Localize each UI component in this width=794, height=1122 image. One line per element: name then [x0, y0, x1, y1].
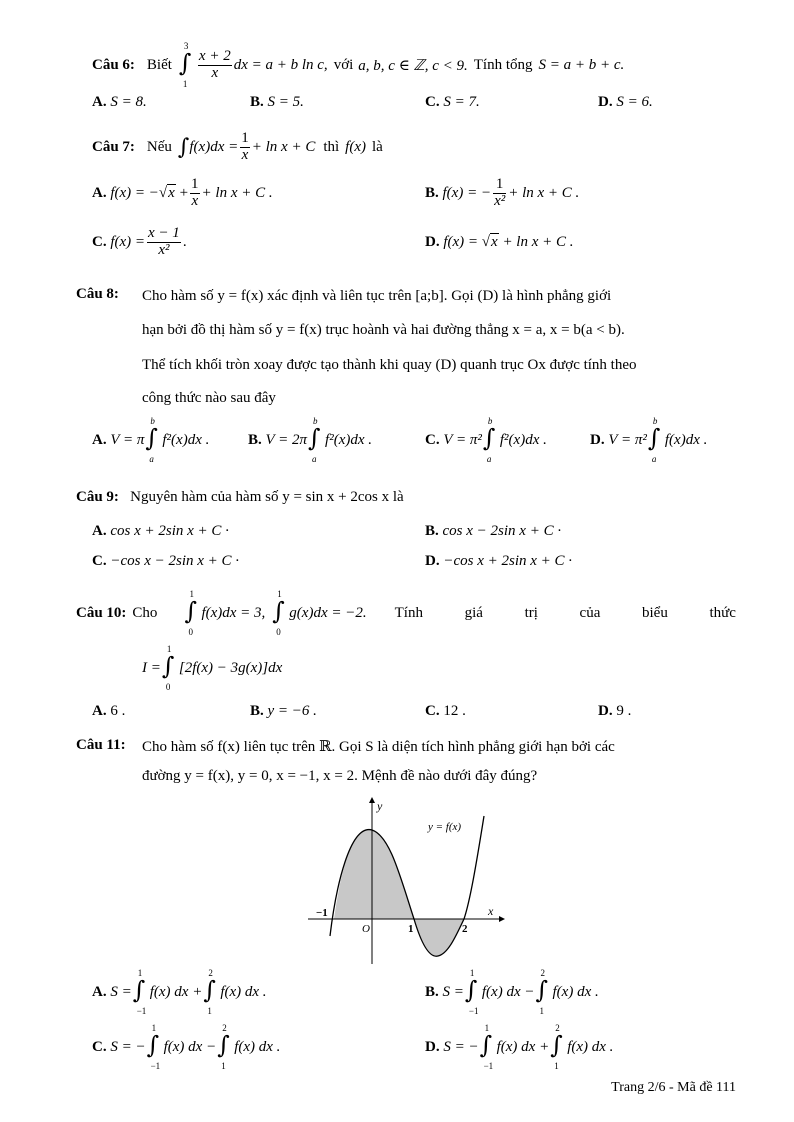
q10-word: Tính: [394, 604, 423, 621]
q11-a-f1: f(x) dx +: [149, 983, 203, 1000]
option-label: A.: [92, 184, 107, 201]
option-label: B.: [425, 983, 439, 1000]
q7-c-fraction: [147, 226, 181, 259]
option-label: D.: [425, 233, 440, 250]
option-label: A.: [92, 703, 107, 719]
int-upper: 1: [151, 1023, 157, 1033]
option-label: B.: [248, 431, 262, 448]
int-lower: 0: [165, 682, 171, 692]
int-upper: 1: [484, 1023, 490, 1033]
q6-int-upper: 3: [183, 41, 189, 51]
q6-b-text: S = 5.: [267, 94, 304, 110]
int-upper: 2: [555, 1023, 560, 1033]
q6-d-text: S = 6.: [616, 94, 653, 110]
q11-b-pre: S =: [442, 983, 464, 1000]
int-upper: 2: [222, 1023, 227, 1033]
q8-stem-line-2: hạn bởi đồ thị hàm số y = f(x) trục hoành và hai đường thẳng x = a, x = b(a < b).: [142, 322, 625, 338]
q9-stem-text: Nguyên hàm của hàm số y = sin x + 2cos x là: [130, 489, 404, 505]
option-label: D.: [425, 553, 440, 569]
q10-word: giá: [464, 604, 483, 621]
q11-option-b: [425, 970, 599, 1014]
integral-sign-icon: ∫: [177, 134, 190, 160]
int-lower: −1: [468, 1006, 479, 1016]
q10-given-1: f(x)dx = 3,: [201, 604, 266, 621]
q7-a-fraction: [190, 177, 200, 210]
q7-a-mid: +: [179, 184, 189, 201]
q10-i-pre: I =: [142, 659, 161, 676]
q8-stem-line-1: Cho hàm số y = f(x) xác định và liên tục trên [a;b]. Gọi (D) là hình phẳng giới: [142, 288, 612, 304]
q7-b-pre: f(x) = −: [442, 184, 492, 201]
int-upper: 2: [540, 968, 545, 978]
q7-a-den: x: [191, 192, 199, 209]
q9-option-a: [92, 523, 229, 540]
integral-sign-icon: ∫ 1 −1: [132, 968, 147, 1016]
q10-option-b: [250, 703, 317, 720]
option-label: A.: [92, 523, 107, 539]
q7-den: x: [241, 146, 249, 163]
q11-option-c: [92, 1025, 280, 1069]
q6-rhs: dx = a + b ln c,: [233, 56, 328, 73]
q9-option-b: [425, 523, 561, 540]
q10-stem-line-1: [76, 590, 736, 636]
q7-label: Câu 7:: [92, 138, 135, 155]
q10-word: trị: [524, 604, 538, 621]
integral-sign-icon: ∫ 1 −1: [464, 968, 479, 1016]
q6-c-text: S = 7.: [443, 94, 480, 110]
q7-stem: [92, 126, 383, 168]
q8-stem-line-4: công thức nào sau đây: [142, 390, 276, 406]
q9-option-d: [425, 553, 572, 570]
q8-d-post: f(x)dx .: [664, 431, 708, 448]
q7-option-d: [425, 222, 574, 262]
q6-a-text: S = 8.: [110, 94, 147, 110]
q10-option-d: [598, 703, 631, 720]
q9-b-text: cos x − 2sin x + C ·: [442, 523, 562, 539]
q7-c-pre: f(x) =: [110, 233, 146, 250]
int-lower: 1: [207, 1006, 212, 1016]
integral-sign-icon: ∫ 1 0: [184, 589, 197, 637]
q11-d-f2: f(x) dx .: [567, 1038, 614, 1055]
q8-b-post: f²(x)dx .: [325, 431, 373, 448]
q11-option-a: [92, 970, 267, 1014]
option-label: D.: [590, 431, 605, 448]
q8-option-c: [425, 418, 547, 462]
integral-sign-icon: ∫ b a: [145, 416, 158, 464]
q11-a-pre: S =: [110, 983, 132, 1000]
int-lower: −1: [136, 1006, 147, 1016]
q8-c-post: f²(x)dx .: [499, 431, 547, 448]
q7-c-post: .: [182, 233, 187, 250]
integral-sign-icon: ∫ 3 1: [178, 41, 192, 89]
q11-c-pre: S = −: [110, 1038, 146, 1055]
option-label: C.: [92, 1038, 107, 1055]
option-label: B.: [250, 703, 264, 719]
option-label: A.: [92, 983, 107, 1000]
q11-d-f1: f(x) dx +: [496, 1038, 550, 1055]
y-axis-label: y: [377, 799, 383, 813]
q8-a-post: f²(x)dx .: [162, 431, 210, 448]
option-label: A.: [92, 431, 107, 448]
option-label: B.: [425, 184, 439, 201]
q9-a-text: cos x + 2sin x + C ·: [110, 523, 229, 539]
q6-stem: [92, 42, 624, 88]
q10-label: Câu 10:: [76, 604, 127, 621]
q7-a-pre: f(x) = −: [110, 184, 159, 201]
q7-a-sqrt: x: [168, 185, 175, 201]
q7-d-post: + ln x + C .: [502, 233, 574, 250]
origin-label: O: [362, 923, 370, 935]
q10-b-text: y = −6 .: [267, 703, 317, 719]
int-lower: a: [486, 454, 492, 464]
q11-c-f1: f(x) dx −: [163, 1038, 217, 1055]
q7-fraction: [240, 131, 250, 164]
q9-stem: [76, 489, 404, 506]
q7-b-num: 1: [493, 177, 506, 194]
function-graph: [306, 796, 506, 968]
int-upper: b: [150, 416, 155, 426]
int-upper: 1: [189, 589, 194, 599]
q9-label: Câu 9:: [76, 489, 119, 505]
integral-sign-icon: ∫ 2 1: [203, 968, 216, 1016]
option-label: B.: [425, 523, 439, 539]
option-label: C.: [425, 703, 440, 719]
option-label: B.: [250, 94, 264, 110]
q6-option-b: [250, 94, 304, 111]
q7-option-b: [425, 173, 579, 213]
q6-text-3: Tính tổng: [473, 56, 533, 73]
q8-stem-line-3: Thể tích khối tròn xoay được tạo thành khi quay (D) quanh trục Ox được tính theo: [142, 357, 637, 373]
q6-text-2: với: [333, 56, 354, 73]
integral-sign-icon: ∫ 1 −1: [479, 1023, 494, 1071]
integral-sign-icon: ∫ b a: [647, 416, 661, 464]
q7-fx: f(x): [345, 138, 366, 155]
q10-stem-line-2: [142, 645, 282, 691]
q7-b-den: x²: [494, 192, 506, 209]
option-label: D.: [425, 1038, 440, 1055]
int-upper: 1: [277, 589, 282, 599]
q8-label-text: Câu 8:: [76, 286, 119, 302]
sqrt-icon: √: [481, 233, 491, 250]
q11-label: [76, 737, 126, 754]
q9-d-text: −cos x + 2sin x + C ·: [443, 553, 573, 569]
q11-b-f1: f(x) dx −: [481, 983, 535, 1000]
int-upper: b: [487, 416, 493, 426]
q10-word: của: [579, 604, 601, 621]
page-footer: Trang 2/6 - Mã đề 111: [611, 1080, 736, 1095]
q6-condition: a, b, c ∈ ℤ, c < 9.: [358, 57, 468, 74]
q10-option-a: [92, 703, 125, 720]
q8-option-d: [590, 418, 707, 462]
option-label: C.: [92, 233, 107, 250]
q7-option-c: [92, 222, 187, 262]
option-label: D.: [598, 94, 613, 110]
integral-sign-icon: ∫ b a: [482, 416, 496, 464]
q6-den: x: [211, 64, 219, 81]
int-lower: 1: [539, 1006, 544, 1016]
q11-stem-line-2: đường y = f(x), y = 0, x = −1, x = 2. Mệnh đề nào dưới đây đúng?: [142, 768, 538, 784]
curve-label: y = f(x): [428, 821, 462, 833]
q8-option-a: [92, 418, 209, 462]
q6-text-1: Biết: [146, 56, 172, 73]
tick-label-2: 2: [462, 923, 468, 935]
q10-c-text: 12 .: [443, 703, 466, 719]
q7-d-pre: f(x) =: [443, 233, 479, 250]
integral-sign-icon: ∫ 2 1: [550, 1023, 563, 1071]
integral-sign-icon: ∫ 2 1: [217, 1023, 230, 1071]
q6-sum: S = a + b + c.: [538, 56, 625, 73]
q9-c-text: −cos x − 2sin x + C ·: [110, 553, 240, 569]
int-lower: 0: [188, 627, 193, 637]
q11-option-d: [425, 1025, 613, 1069]
q10-d-text: 9 .: [616, 703, 632, 719]
int-lower: a: [651, 454, 657, 464]
q6-int-lower: 1: [182, 79, 188, 89]
q10-option-c: [425, 703, 466, 720]
q6-label: Câu 6:: [92, 56, 135, 73]
q6-option-a: [92, 94, 147, 111]
option-label: D.: [598, 703, 613, 719]
q7-rhs: + ln x + C: [251, 138, 316, 155]
q7-b-fraction: [493, 177, 506, 210]
option-label: C.: [92, 553, 107, 569]
integral-sign-icon: ∫ 1 0: [272, 589, 285, 637]
q8-option-b: [248, 418, 372, 462]
q11-label-text: Câu 11:: [76, 737, 126, 753]
q7-option-a: [92, 173, 273, 213]
q7-text-3: là: [372, 138, 383, 155]
q7-text-1: Nếu: [146, 138, 172, 155]
int-lower: 0: [276, 627, 281, 637]
q8-c-pre: V = π²: [443, 431, 482, 448]
q10-given-2: g(x)dx = −2.: [289, 604, 367, 621]
shaded-region-positive: [334, 830, 414, 919]
q10-text-1: Cho: [132, 604, 158, 621]
q7-a-num: 1: [191, 175, 199, 192]
q10-i-body: [2f(x) − 3g(x)]dx: [178, 659, 283, 676]
int-upper: b: [313, 416, 318, 426]
int-lower: 1: [554, 1061, 559, 1071]
q10-word: thức: [709, 604, 736, 621]
int-upper: 2: [208, 968, 213, 978]
q7-b-post: + ln x + C .: [508, 184, 580, 201]
int-lower: a: [312, 454, 317, 464]
q11-c-f2: f(x) dx .: [234, 1038, 281, 1055]
q6-option-c: [425, 94, 480, 111]
x-axis-label: x: [488, 904, 494, 918]
shaded-region-negative: [414, 919, 464, 956]
q7-d-sqrt: x: [491, 234, 498, 250]
q6-option-d: [598, 94, 653, 111]
q8-b-pre: V = 2π: [265, 431, 308, 448]
integral-sign-icon: ∫ 1 −1: [146, 1023, 161, 1071]
int-lower: −1: [483, 1061, 494, 1071]
integral-sign-icon: ∫ 1 0: [161, 644, 175, 692]
int-lower: a: [149, 454, 154, 464]
sqrt-icon: √: [158, 184, 168, 201]
q7-text-2: thì: [323, 138, 340, 155]
int-upper: b: [652, 416, 658, 426]
q7-a-post: + ln x + C .: [201, 184, 273, 201]
q10-a-text: 6 .: [110, 703, 126, 719]
q11-stem-line-1: Cho hàm số f(x) liên tục trên ℝ. Gọi S là diện tích hình phẳng giới hạn bởi các: [142, 739, 615, 755]
q7-lhs: f(x)dx =: [189, 138, 239, 155]
int-lower: 1: [221, 1061, 226, 1071]
tick-label-1: 1: [408, 923, 414, 935]
q8-d-pre: V = π²: [608, 431, 647, 448]
q8-a-pre: V = π: [110, 431, 145, 448]
int-upper: 1: [166, 644, 172, 654]
q8-label: [76, 286, 119, 303]
tick-label-minus-1: −1: [316, 907, 328, 919]
q6-num: x + 2: [198, 47, 231, 64]
int-upper: 1: [137, 968, 143, 978]
integral-sign-icon: ∫ b a: [308, 416, 321, 464]
q6-fraction: [198, 49, 232, 82]
option-label: C.: [425, 431, 440, 448]
option-label: A.: [92, 94, 107, 110]
option-label: C.: [425, 94, 440, 110]
int-lower: −1: [150, 1061, 161, 1071]
q10-word: biểu: [642, 604, 668, 621]
q9-option-c: [92, 553, 239, 570]
int-upper: 1: [469, 968, 475, 978]
q11-b-f2: f(x) dx .: [552, 983, 599, 1000]
q11-d-pre: S = −: [443, 1038, 479, 1055]
q7-c-den: x²: [158, 241, 170, 258]
q7-num: 1: [241, 129, 249, 146]
integral-sign-icon: ∫ 2 1: [535, 968, 549, 1016]
q11-a-f2: f(x) dx .: [220, 983, 267, 1000]
q7-c-num: x − 1: [148, 224, 180, 241]
